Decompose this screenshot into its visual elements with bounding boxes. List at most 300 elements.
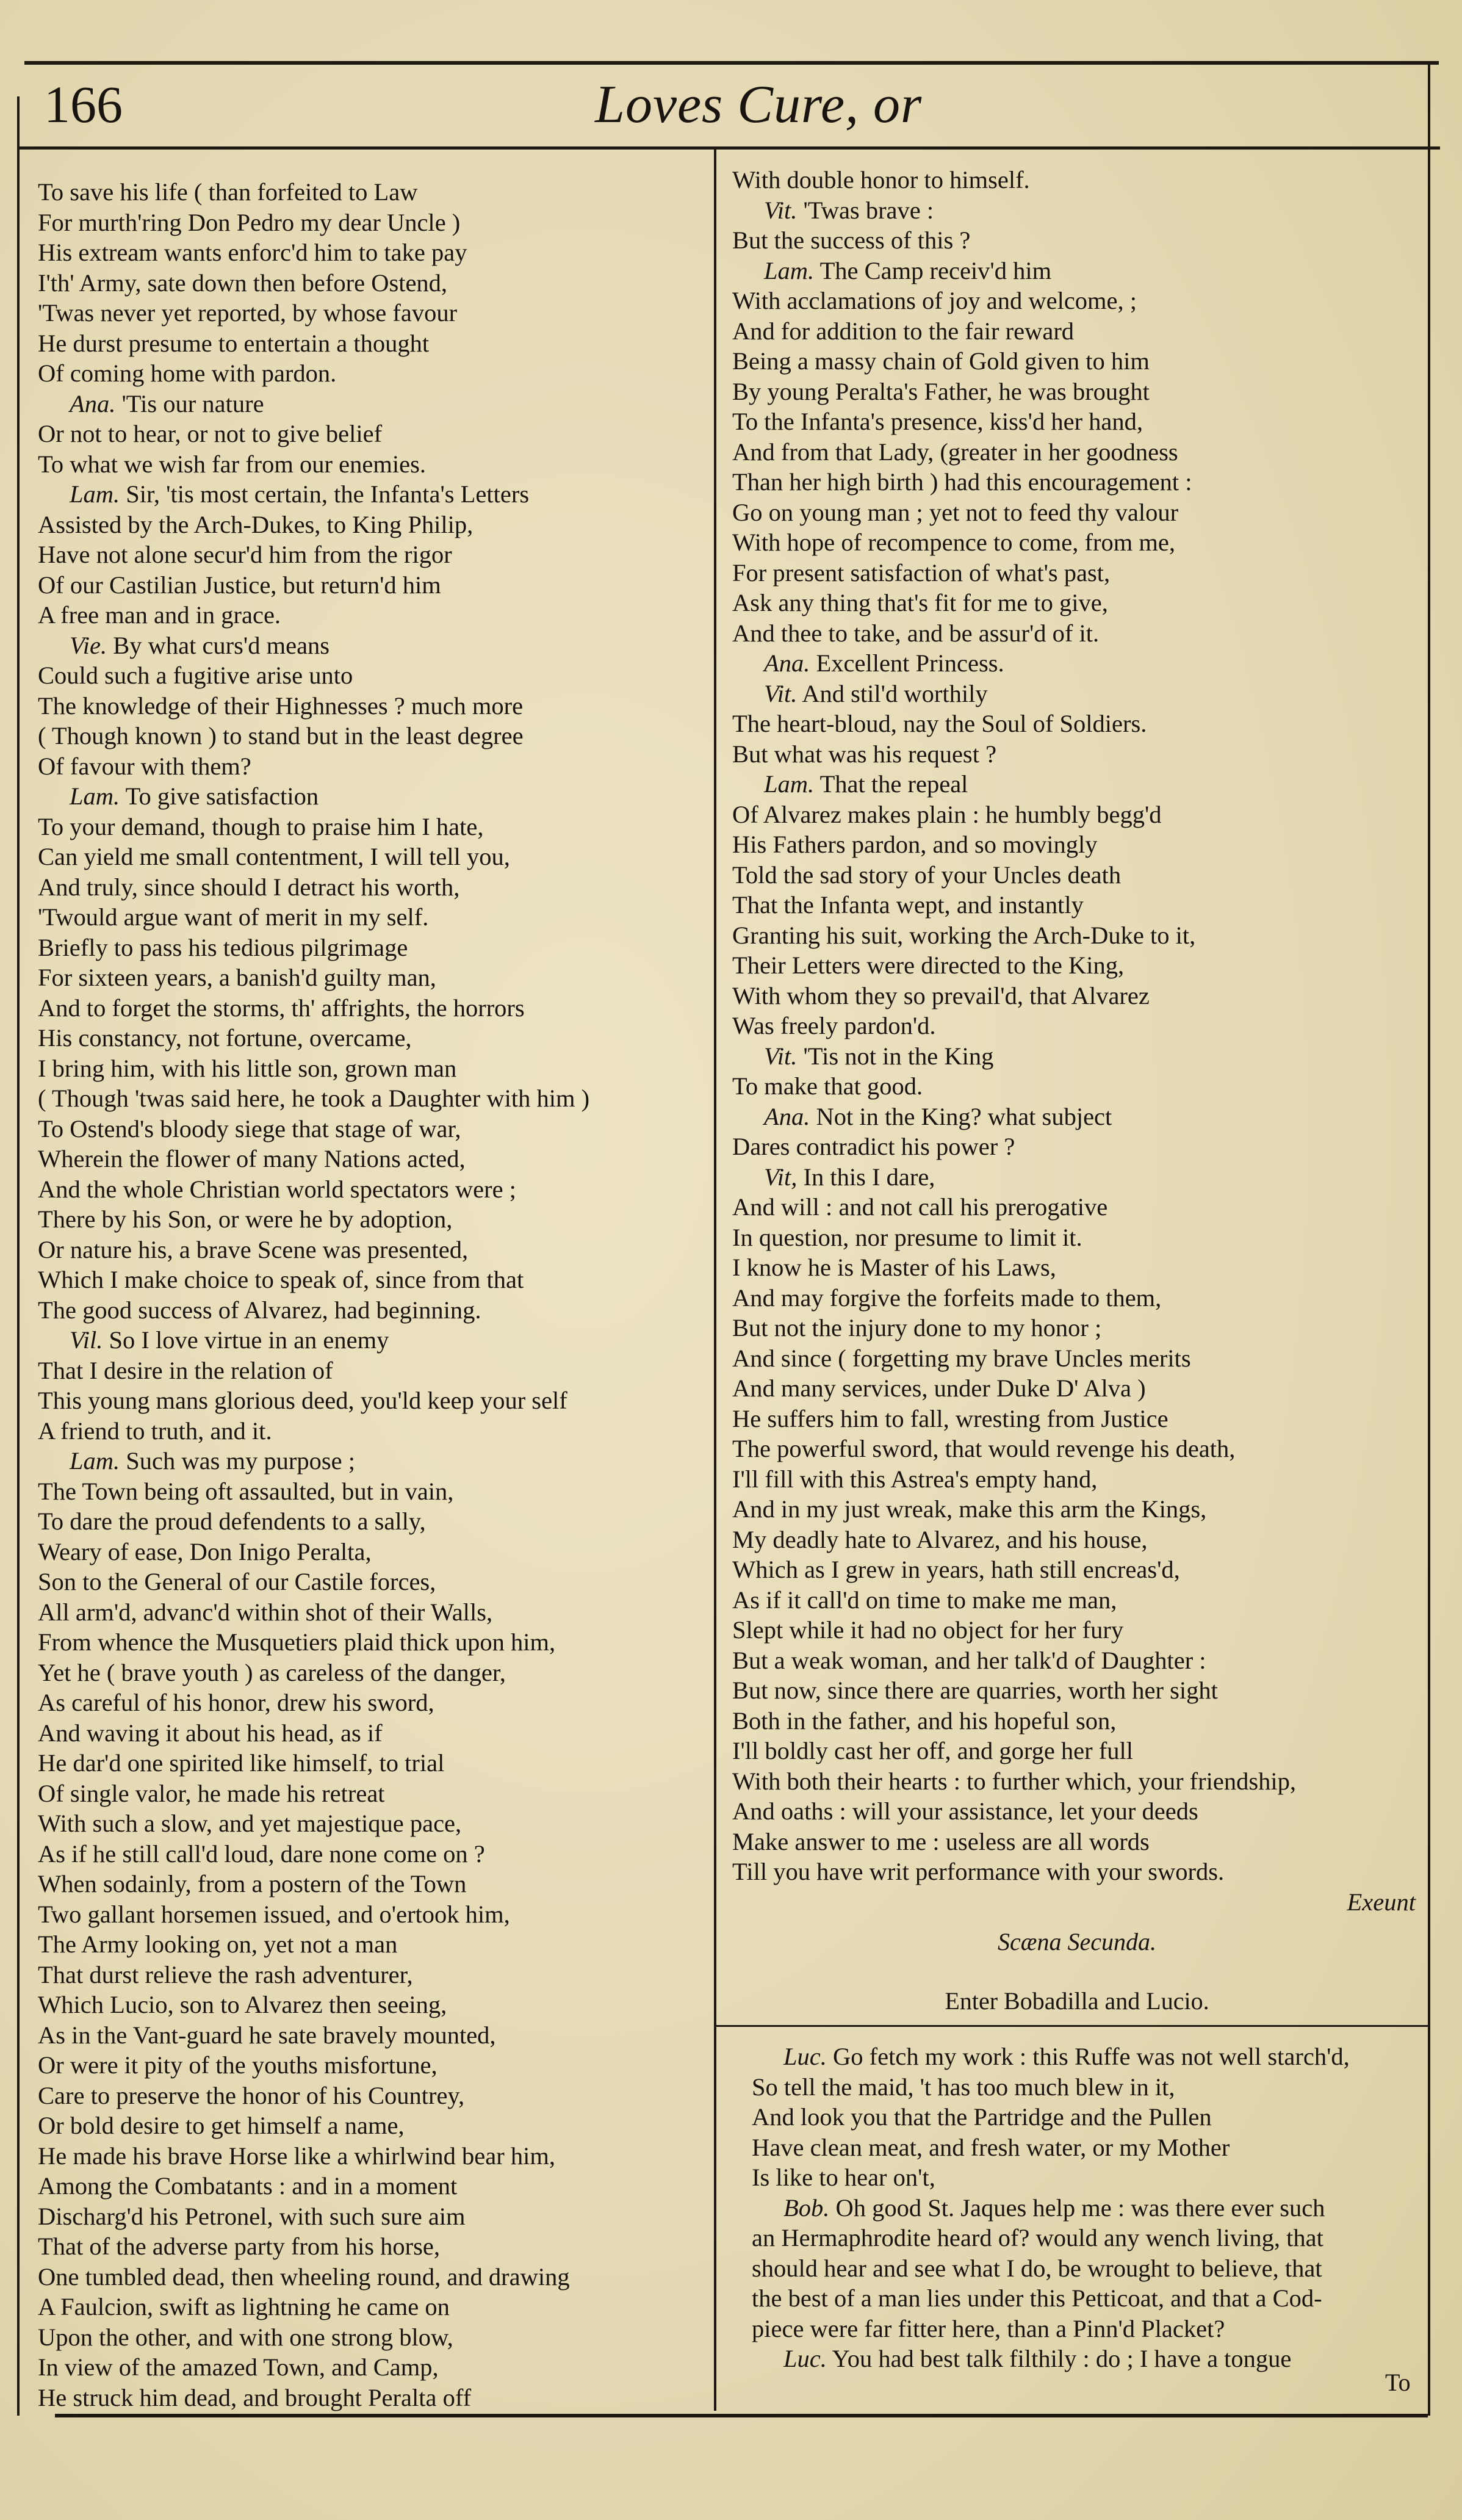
verse-line [38, 1114, 703, 1144]
line-text: He made his brave Horse like a whirlwind bear him, [38, 2142, 555, 2170]
line-text: Dares contradict his power ? [732, 1133, 1015, 1160]
line-text: That of the adverse party from his horse, [38, 2233, 441, 2260]
line-text: As if he still call'd loud, dare none come on ? [38, 1839, 485, 1868]
exeunt-direction: Exeunt [1347, 1888, 1416, 1916]
line-text: By young Peralta's Father, he was brought [732, 377, 1150, 405]
line-text: Discharg'd his Petronel, with such sure aim [38, 2202, 466, 2230]
line-text: And waving it about his head, as if [38, 1719, 383, 1747]
line-text: Slept while it had no object for her fury [732, 1616, 1124, 1644]
line-text: I know he is Master of his Laws, [732, 1254, 1056, 1281]
verse-line [732, 1645, 1422, 1676]
line-text: His Fathers pardon, and so movingly [732, 831, 1098, 858]
line-text: With both their hearts : to further which, your friendship, [732, 1767, 1297, 1795]
line-text: Till you have writ performance with your swords. [732, 1858, 1225, 1885]
line-text: Sir, 'tis most certain, the Infanta's Letters [126, 480, 530, 508]
line-text: I'th' Army, sate down then before Ostend, [38, 269, 448, 297]
line-text: Have clean meat, and fresh water, or my Mother [752, 2133, 1230, 2161]
line-text: the best of a man lies under this Petticoat, and that a Cod- [752, 2284, 1322, 2312]
verse-line [732, 1404, 1422, 1434]
line-text: In view of the amazed Town, and Camp, [38, 2353, 439, 2381]
verse-line [732, 950, 1422, 981]
verse-line [38, 1476, 703, 1507]
verse-line [732, 558, 1422, 588]
verse-line [732, 1373, 1422, 1404]
verse-line [732, 467, 1422, 497]
line-text: Weary of ease, Don Inigo Peralta, [38, 1537, 372, 1565]
line-text: Have not alone secur'd him from the rigor [38, 541, 452, 568]
verse-line [38, 1144, 703, 1174]
line-text: To your demand, though to praise him I hate, [38, 812, 484, 840]
line-text: Which Lucio, son to Alvarez then seeing, [38, 1991, 447, 2018]
right-border [1428, 61, 1430, 2416]
line-text: He durst presume to entertain a thought [38, 329, 430, 357]
verse-line [38, 237, 703, 268]
verse-line [732, 769, 1422, 800]
verse-line [732, 920, 1422, 951]
verse-line [38, 419, 703, 449]
verse-line [732, 1494, 1422, 1525]
line-text: And for addition to the fair reward [732, 317, 1075, 345]
line-text: The Army looking on, yet not a man [38, 1930, 398, 1958]
verse-line [38, 842, 703, 872]
verse-line [38, 1416, 703, 1446]
line-text: Both in the father, and his hopeful son, [732, 1706, 1117, 1735]
verse-line [752, 2283, 1423, 2314]
verse-line [732, 286, 1422, 316]
verse-line [38, 781, 703, 812]
speaker-name: Lam. [70, 782, 120, 810]
verse-line [38, 1869, 703, 1899]
verse-line [38, 993, 703, 1024]
verse-line [752, 2223, 1423, 2253]
line-text: Such was my purpose ; [126, 1447, 355, 1475]
verse-line [38, 2292, 703, 2322]
verse-line [732, 1827, 1422, 1857]
speaker-name: Ana. [764, 1102, 810, 1130]
verse-line [732, 406, 1422, 437]
verse-line [38, 1083, 703, 1114]
verse-line [38, 2050, 703, 2081]
line-text: His extream wants enforc'd him to take pay [38, 239, 467, 266]
verse-line [38, 1748, 703, 1778]
verse-line [732, 588, 1422, 618]
stage-direction: Enter Bobadilla and Lucio. [945, 1987, 1209, 2015]
left-border [17, 96, 20, 2416]
line-text: Not in the King? what subject [816, 1102, 1112, 1130]
verse-line [38, 1839, 703, 1869]
verse-line [38, 962, 703, 993]
speaker-name: Vie. [70, 631, 107, 659]
verse-line [38, 2322, 703, 2353]
verse-line [752, 2132, 1423, 2163]
bottom-rule [55, 2414, 1428, 2417]
line-text: A free man and in grace. [38, 601, 281, 629]
line-text: With acclamations of joy and welcome, ; [732, 287, 1137, 314]
line-text: 'Twould argue want of merit in my self. [38, 903, 429, 931]
line-text: With such a slow, and yet majestique pace, [38, 1810, 462, 1837]
verse-line [732, 1162, 1422, 1193]
verse-line [732, 1011, 1422, 1041]
verse-line [38, 872, 703, 903]
verse-line [38, 298, 703, 328]
verse-line [732, 739, 1422, 770]
page-number: 166 [44, 75, 123, 134]
verse-line [38, 1567, 703, 1597]
line-text: That durst relieve the rash adventurer, [38, 1960, 413, 1988]
verse-line [38, 902, 703, 933]
verse-line [732, 1192, 1422, 1222]
verse-line [38, 1899, 703, 1930]
line-text: ( Though known ) to stand but in the least degree [38, 722, 524, 749]
line-text: That the Infanta wept, and instantly [732, 891, 1084, 919]
line-text: should hear and see what I do, be wrought to believe, that [752, 2254, 1322, 2282]
verse-line [38, 1385, 703, 1416]
verse-line [38, 1174, 703, 1205]
line-text: And in my just wreak, make this arm the Kings, [732, 1495, 1207, 1523]
line-text: Oh good St. Jaques help me : was there ever such [835, 2193, 1325, 2222]
line-text: Excellent Princess. [816, 649, 1004, 677]
line-text: So I love virtue in an enemy [109, 1326, 389, 1354]
line-text: A Faulcion, swift as lightning he came on [38, 2293, 450, 2320]
verse-line [38, 1295, 703, 1326]
verse-line [732, 1706, 1422, 1736]
speaker-name: Vit. [764, 196, 798, 224]
verse-line [732, 890, 1422, 920]
verse-line [732, 437, 1422, 468]
verse-line [38, 1960, 703, 1990]
verse-line [38, 570, 703, 601]
verse-line [38, 2081, 703, 2111]
verse-line [732, 256, 1422, 286]
line-text: Upon the other, and with one strong blow, [38, 2323, 453, 2351]
verse-line [38, 630, 703, 661]
line-text: piece were far fitter here, than a Pinn'd Placket? [752, 2314, 1225, 2342]
verse-line [38, 1808, 703, 1839]
line-text: All arm'd, advanc'd within shot of their Walls, [38, 1598, 493, 1626]
verse-line [38, 1023, 703, 1053]
line-text: The good success of Alvarez, had beginning. [38, 1296, 481, 1324]
line-text: I bring him, with his little son, grown man [38, 1054, 457, 1082]
line-text: That the repeal [819, 770, 968, 798]
line-text: Make answer to me : useless are all words [732, 1827, 1150, 1855]
speaker-name: Vil. [70, 1326, 103, 1354]
line-text: Which as I grew in years, hath still encreas'd, [732, 1556, 1180, 1583]
line-text: Could such a fugitive arise unto [38, 662, 353, 689]
header-rule [18, 146, 1440, 150]
line-text: Or not to hear, or not to give belief [38, 420, 383, 447]
line-text: To the Infanta's presence, kiss'd her hand, [732, 408, 1143, 435]
line-text: As careful of his honor, drew his sword, [38, 1689, 434, 1716]
verse-line [732, 1736, 1422, 1766]
line-text: 'Twas never yet reported, by whose favour [38, 299, 458, 327]
line-text: Son to the General of our Castile forces, [38, 1568, 436, 1595]
line-text: To dare the proud defendents to a sally, [38, 1507, 426, 1535]
verse-line [732, 1343, 1422, 1374]
verse-line [38, 1929, 703, 1960]
verse-line [732, 1071, 1422, 1102]
line-text: Is like to hear on't, [752, 2164, 935, 2191]
prose-dialogue [752, 2042, 1423, 2374]
line-text: Of our Castilian Justice, but return'd him [38, 571, 441, 599]
line-text: And will : and not call his prerogative [732, 1193, 1108, 1221]
verse-line [752, 2072, 1423, 2103]
verse-line [732, 225, 1422, 256]
line-text: Or nature his, a brave Scene was presented, [38, 1235, 469, 1263]
line-text: Their Letters were directed to the King, [732, 951, 1125, 979]
verse-line [38, 2110, 703, 2141]
line-text: ( Though 'twas said here, he took a Daughter with him ) [38, 1085, 590, 1112]
verse-line [38, 177, 703, 208]
line-text: Being a massy chain of Gold given to him [732, 347, 1150, 375]
line-text: Wherein the flower of many Nations acted, [38, 1145, 466, 1172]
verse-line [732, 618, 1422, 649]
line-text: From whence the Musquetiers plaid thick upon him, [38, 1628, 556, 1656]
verse-line [38, 1204, 703, 1235]
line-text: To what we wish far from our enemies. [38, 450, 426, 478]
verse-line [38, 660, 703, 691]
line-text: There by his Son, or were he by adoption, [38, 1205, 453, 1233]
verse-line [38, 1688, 703, 1718]
verse-line [38, 2020, 703, 2051]
verse-line [752, 2042, 1423, 2072]
verse-line [732, 1102, 1422, 1132]
line-text: Briefly to pass his tedious pilgrimage [38, 933, 408, 961]
verse-line [38, 1778, 703, 1809]
line-text: The heart-bloud, nay the Soul of Soldiers. [732, 710, 1147, 737]
verse-line [752, 2162, 1423, 2193]
line-text: To make that good. [732, 1072, 923, 1100]
verse-line [38, 1506, 703, 1537]
verse-line [38, 1627, 703, 1658]
line-text: And from that Lady, (greater in her goodness [732, 438, 1178, 466]
line-text: Care to preserve the honor of his Countrey, [38, 2081, 465, 2109]
line-text: 'Tis not in the King [803, 1042, 994, 1070]
line-text: One tumbled dead, then wheeling round, and drawing [38, 2262, 570, 2291]
line-text: By what curs'd means [113, 631, 330, 659]
scene-rule [715, 2025, 1428, 2027]
verse-line [732, 1222, 1422, 1253]
line-text: Go fetch my work : this Ruffe was not well starch'd, [833, 2043, 1350, 2070]
verse-line [732, 1585, 1422, 1616]
verse-line [38, 933, 703, 963]
line-text: He dar'd one spirited like himself, to trial [38, 1749, 445, 1777]
line-text: With whom they so prevail'd, that Alvarez [732, 981, 1150, 1009]
line-text: As if it call'd on time to make me man, [732, 1586, 1117, 1614]
verse-line [752, 2193, 1423, 2223]
verse-line [732, 981, 1422, 1011]
line-text: And may forgive the forfeits made to them, [732, 1283, 1162, 1312]
verse-line [38, 1990, 703, 2020]
line-text: Assisted by the Arch-Dukes, to King Philip, [38, 510, 474, 538]
line-text: Among the Combatants : and in a moment [38, 2172, 458, 2200]
line-text: Was freely pardon'd. [732, 1012, 936, 1039]
speaker-name: Ana. [70, 389, 116, 417]
line-text: And oaths : will your assistance, let your deeds [732, 1797, 1198, 1825]
verse-line [732, 1857, 1422, 1887]
speaker-name: Bob. [783, 2193, 830, 2222]
verse-line [38, 2352, 703, 2383]
verse-line [38, 510, 703, 540]
line-text: This young mans glorious deed, you'ld keep your self [38, 1387, 567, 1414]
verse-line [38, 2141, 703, 2172]
line-text: My deadly hate to Alvarez, and his house, [732, 1525, 1148, 1553]
verse-line [732, 497, 1422, 528]
speaker-name: Luc. [783, 2345, 827, 2372]
verse-line [38, 812, 703, 842]
line-text: 'Tis our nature [121, 389, 264, 417]
line-text: He suffers him to fall, wresting from Justice [732, 1404, 1169, 1432]
line-text: In question, nor presume to limit it. [732, 1223, 1082, 1251]
line-text: Two gallant horsemen issued, and o'ertook him, [38, 1900, 510, 1928]
line-text: And many services, under Duke D' Alva ) [732, 1374, 1146, 1402]
verse-line [732, 1283, 1422, 1313]
verse-line [38, 1325, 703, 1356]
line-text: Of single valor, he made his retreat [38, 1779, 385, 1807]
line-text: Of coming home with pardon. [38, 359, 337, 387]
verse-line [752, 2344, 1423, 2374]
line-text: The Town being oft assaulted, but in vain, [38, 1477, 454, 1505]
scene-heading: Scæna Secunda. [998, 1928, 1156, 1955]
line-text: But a weak woman, and her talk'd of Daughter : [732, 1646, 1206, 1674]
verse-line [752, 2253, 1423, 2284]
verse-line [38, 1356, 703, 1386]
column-divider [714, 146, 716, 2411]
verse-line [732, 346, 1422, 377]
verse-line [38, 2201, 703, 2232]
verse-line [732, 1041, 1422, 1072]
line-text: To give satisfaction [125, 782, 319, 810]
line-text: The knowledge of their Highnesses ? much more [38, 691, 524, 720]
line-text: But the success of this ? [732, 226, 971, 254]
top-rule [24, 61, 1439, 65]
verse-line [38, 479, 703, 510]
verse-line [732, 829, 1422, 860]
line-text: To Ostend's bloody siege that stage of war, [38, 1114, 461, 1143]
line-text: And look you that the Partridge and the Pullen [752, 2103, 1212, 2131]
line-text: And to forget the storms, th' affrights, the horrors [38, 994, 525, 1022]
speaker-name: Lam. [764, 770, 815, 798]
line-text: For murth'ring Don Pedro my dear Uncle ) [38, 208, 461, 236]
verse-line [38, 358, 703, 389]
verse-line [732, 377, 1422, 407]
verse-line [38, 600, 703, 630]
verse-line [732, 195, 1422, 226]
verse-line [38, 2262, 703, 2292]
line-text: Of Alvarez makes plain : he humbly begg'd [732, 800, 1162, 828]
line-text: an Hermaphrodite heard of? would any wench living, that [752, 2224, 1323, 2251]
line-text: Ask any thing that's fit for me to give, [732, 589, 1108, 616]
speaker-name: Vit. [764, 679, 798, 707]
line-text: As in the Vant-guard he sate bravely mounted, [38, 2021, 496, 2049]
verse-line [732, 1525, 1422, 1555]
line-text: Of favour with them? [38, 752, 251, 780]
verse-line [752, 2102, 1423, 2132]
verse-line [732, 679, 1422, 709]
line-text: Go on young man ; yet not to feed thy valour [732, 498, 1179, 526]
line-text: I'll fill with this Astrea's empty hand, [732, 1465, 1098, 1493]
verse-line [38, 751, 703, 782]
line-text: For sixteen years, a banish'd guilty man, [38, 964, 436, 991]
line-text: And thee to take, and be assur'd of it. [732, 619, 1100, 647]
verse-line [732, 1554, 1422, 1585]
verse-line [38, 2231, 703, 2262]
line-text: He struck him dead, and brought Peralta off [38, 2383, 472, 2411]
verse-line [38, 721, 703, 751]
line-text: Which I make choice to speak of, since from that [38, 1266, 524, 1293]
verse-line [38, 1597, 703, 1628]
verse-line [732, 648, 1422, 679]
line-text: The powerful sword, that would revenge his death, [732, 1435, 1236, 1462]
speaker-name: Lam. [764, 256, 815, 284]
speaker-name: Vit. [764, 1042, 798, 1070]
line-text: And the whole Christian world spectators were ; [38, 1175, 516, 1203]
line-text: And since ( forgetting my brave Uncles merits [732, 1344, 1191, 1372]
line-text: Or bold desire to get himself a name, [38, 2112, 405, 2139]
line-text: That I desire in the relation of [38, 1356, 333, 1384]
line-text: Can yield me small contentment, I will tell you, [38, 843, 510, 870]
verse-line [732, 860, 1422, 890]
verse-line [732, 1252, 1422, 1283]
verse-line [38, 1265, 703, 1295]
verse-line [732, 1464, 1422, 1495]
verse-line [38, 208, 703, 238]
line-text: When sodainly, from a postern of the Town [38, 1870, 467, 1897]
verse-line [732, 1766, 1422, 1797]
verse-line [38, 540, 703, 570]
verse-line [732, 1675, 1422, 1706]
verse-line [732, 165, 1422, 195]
line-text: His constancy, not fortune, overcame, [38, 1024, 412, 1052]
verse-line [38, 1446, 703, 1476]
line-text: Yet he ( brave youth ) as careless of the danger, [38, 1658, 506, 1686]
speaker-name: Luc. [783, 2043, 827, 2070]
line-text: But what was his request ? [732, 740, 997, 768]
verse-line [732, 1132, 1422, 1162]
verse-line [38, 2171, 703, 2201]
line-text: The Camp receiv'd him [819, 256, 1052, 284]
line-text: But now, since there are quarries, worth her sight [732, 1677, 1218, 1704]
line-text: But not the injury done to my honor ; [732, 1314, 1102, 1341]
verse-line [732, 1434, 1422, 1464]
verse-line [732, 800, 1422, 830]
running-title: Loves Cure, or [595, 75, 923, 134]
line-text: Or were it pity of the youths misfortune, [38, 2051, 438, 2079]
line-text: With hope of recompence to come, from me, [732, 529, 1175, 556]
left-text-column [38, 177, 703, 2413]
line-text: 'Twas brave : [803, 196, 934, 224]
speaker-name: Lam. [70, 480, 120, 508]
verse-line [752, 2314, 1423, 2344]
verse-line [732, 316, 1422, 347]
verse-line [732, 709, 1422, 739]
right-text-column [732, 165, 1422, 1917]
line-text: Than her high birth ) had this encouragement : [732, 468, 1192, 496]
line-text: To save his life ( than forfeited to Law [38, 178, 418, 206]
speaker-name: Ana. [764, 649, 810, 677]
verse-line [38, 1658, 703, 1688]
line-text: And stil'd worthily [802, 679, 988, 707]
line-text: Told the sad story of your Uncles death [732, 861, 1122, 889]
verse-line [38, 328, 703, 359]
line-text: Granting his suit, working the Arch-Duke to it, [732, 921, 1196, 949]
verse-line [38, 1537, 703, 1567]
line-text: With double honor to himself. [732, 166, 1030, 193]
verse-line [38, 2383, 703, 2413]
line-text: For present satisfaction of what's past, [732, 558, 1111, 587]
line-text: You had best talk filthily : do ; I have a tongue [832, 2345, 1292, 2372]
verse-line [38, 1053, 703, 1084]
line-text: A friend to truth, and it. [38, 1417, 272, 1445]
